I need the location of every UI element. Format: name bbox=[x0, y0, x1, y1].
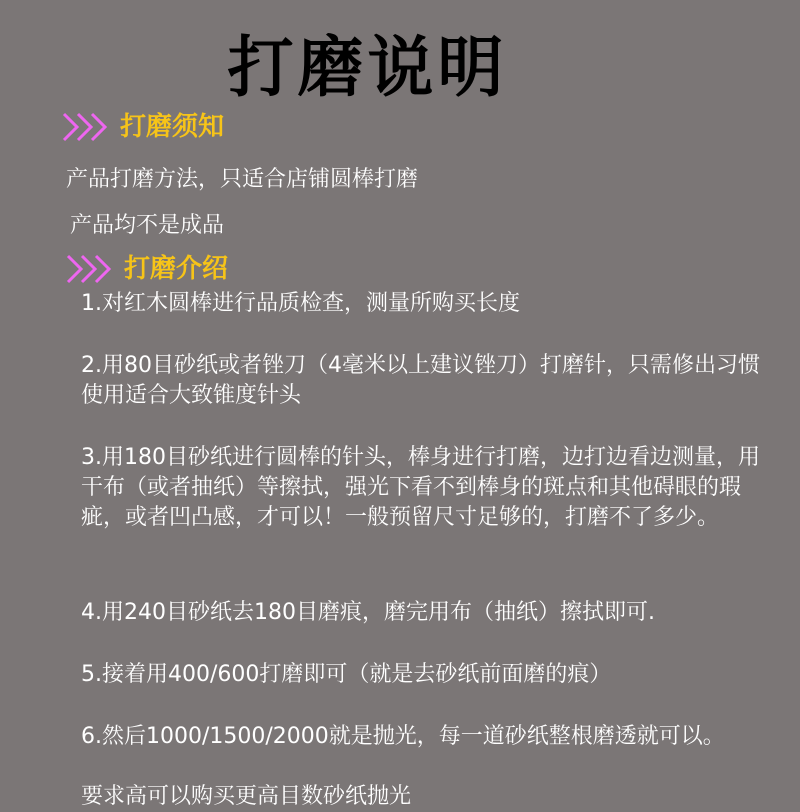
notice-line: 产品均不是成品 bbox=[70, 213, 225, 238]
step-item: 5.接着用400/600打磨即可（就是去砂纸前面磨的痕） bbox=[81, 662, 612, 687]
section-label: 打磨须知 bbox=[120, 112, 225, 142]
section-heading-notice bbox=[62, 110, 224, 144]
step-item: 4.用240目砂纸去180目磨痕，磨完用布（抽纸）擦拭即可. bbox=[81, 600, 655, 625]
notice-line: 产品打磨方法，只适合店铺圆棒打磨 bbox=[66, 167, 419, 192]
step-item: 要求高可以购买更高目数砂纸抛光 bbox=[81, 784, 412, 809]
step-item: 3.用180目砂纸进行圆棒的针头，棒身进行打磨，边打边看边测量，用干布（或者抽纸）等擦拭，强光下看不到棒身的斑点和其他碍眼的瑕疵，或者凹凸感，才可以！一般预留尺寸足够的，打磨不了多少。 bbox=[81, 445, 760, 530]
section-heading-intro bbox=[66, 252, 228, 286]
page-title: 打磨说明 bbox=[227, 29, 508, 106]
chevrons-right-icon bbox=[62, 110, 112, 144]
step-item: 1.对红木圆棒进行品质检查，测量所购买长度 bbox=[81, 291, 520, 316]
step-item: 2.用80目砂纸或者锉刀（4毫米以上建议锉刀）打磨针，只需修出习惯使用适合大致锥度针头 bbox=[81, 353, 760, 408]
section-label: 打磨介绍 bbox=[124, 254, 229, 284]
step-item: 6.然后1000/1500/2000就是抛光，每一道砂纸整根磨透就可以。 bbox=[81, 724, 725, 749]
chevrons-right-icon bbox=[66, 252, 116, 286]
